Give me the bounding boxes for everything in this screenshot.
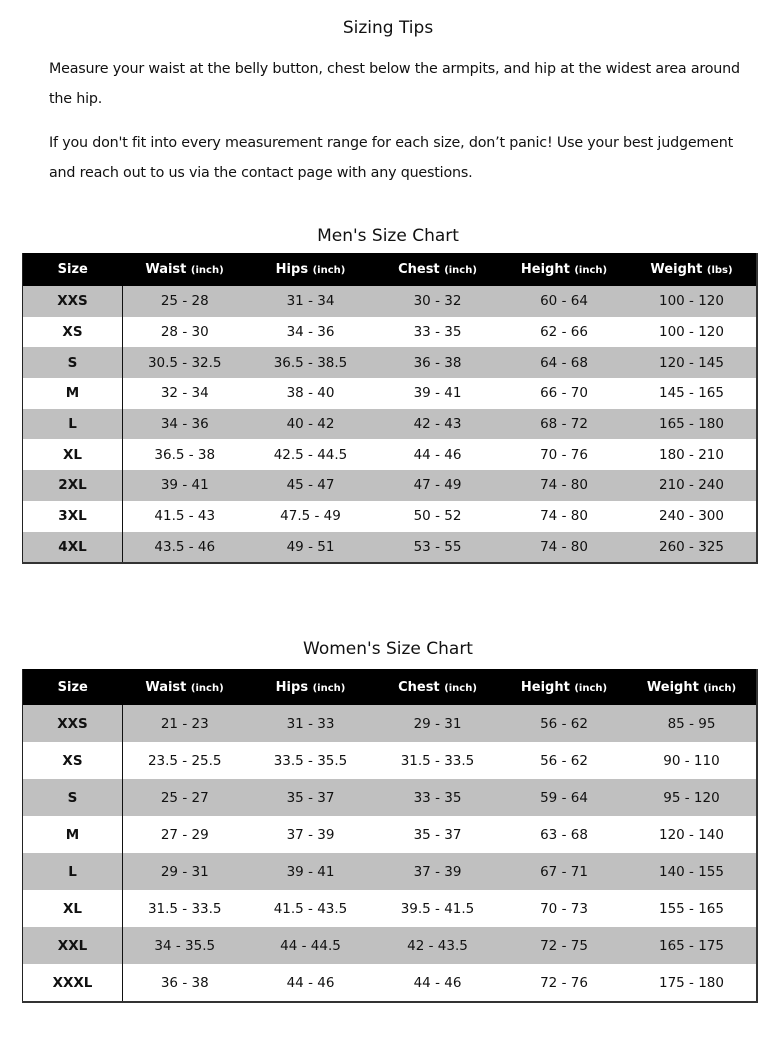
cell-hips: 34 - 36 <box>286 324 335 341</box>
cell-weight: 100 - 120 <box>659 324 724 341</box>
cell-chest: 33 - 35 <box>413 324 462 341</box>
cell-hips: 31 - 34 <box>247 286 375 317</box>
cell-waist: 39 - 41 <box>123 470 247 501</box>
header-label: Weight <box>650 262 703 277</box>
header-unit: (inch) <box>574 265 608 276</box>
cell-chest: 31.5 - 33.5 <box>400 752 475 769</box>
header-chest <box>375 253 501 286</box>
cell-hips: 40 - 42 <box>247 409 375 440</box>
cell-height: 59 - 64 <box>501 779 628 816</box>
cell-size: XS <box>23 742 123 779</box>
cell-height: 74 - 80 <box>501 470 628 501</box>
header-unit: (lbs) <box>706 265 733 276</box>
table-header-row <box>23 669 757 705</box>
header-unit: (inch) <box>703 682 737 694</box>
cell-height: 74 - 80 <box>540 508 588 525</box>
header-label: Size <box>57 679 88 695</box>
cell-chest: 29 - 31 <box>375 705 501 742</box>
table-row <box>23 927 757 964</box>
cell-hips: 35 - 37 <box>247 779 375 816</box>
womens-size-table <box>22 669 758 1003</box>
cell-chest: 33 - 35 <box>375 779 501 816</box>
cell-hips: 47.5 - 49 <box>280 508 341 525</box>
cell-chest: 44 - 46 <box>413 974 462 991</box>
cell-chest: 39 - 41 <box>413 385 462 402</box>
cell-size: L <box>23 409 123 440</box>
cell-hips: 36.5 - 38.5 <box>247 347 375 378</box>
cell-waist: 25 - 28 <box>123 286 247 317</box>
header-label: Waist <box>145 679 187 695</box>
table-row <box>23 347 757 378</box>
cell-weight: 95 - 120 <box>628 779 757 816</box>
table-row <box>23 501 757 532</box>
cell-size: XL <box>23 890 123 927</box>
cell-weight: 140 - 155 <box>628 853 757 890</box>
header-label: Chest <box>398 262 440 277</box>
cell-chest: 42 - 43.5 <box>375 927 501 964</box>
cell-chest: 44 - 46 <box>413 446 462 463</box>
cell-height: 70 - 73 <box>540 900 588 917</box>
header-label: Height <box>520 679 570 695</box>
cell-height: 72 - 76 <box>540 974 588 991</box>
header-unit: (inch) <box>444 682 477 694</box>
header-hips <box>247 669 375 705</box>
header-unit: (inch) <box>190 265 224 276</box>
header-label: Chest <box>398 679 440 695</box>
cell-height: 68 - 72 <box>501 409 628 440</box>
cell-size: S <box>23 347 123 378</box>
table-row <box>23 378 757 409</box>
cell-weight: 145 - 165 <box>659 385 724 402</box>
cell-height: 70 - 76 <box>540 446 588 463</box>
cell-waist: 36 - 38 <box>160 974 209 991</box>
cell-waist: 34 - 36 <box>123 409 247 440</box>
table-row <box>23 286 757 317</box>
cell-waist: 43.5 - 46 <box>123 532 247 564</box>
cell-height: 62 - 66 <box>540 324 588 341</box>
mens-chart-title: Men's Size Chart <box>317 226 459 246</box>
header-label: Size <box>57 262 88 277</box>
cell-hips: 37 - 39 <box>286 826 335 843</box>
cell-hips: 41.5 - 43.5 <box>273 900 348 917</box>
womens-chart-title: Women's Size Chart <box>303 639 473 659</box>
cell-size: XXXL <box>23 964 123 1002</box>
cell-height: 72 - 75 <box>501 927 628 964</box>
header-label: Waist <box>145 262 187 277</box>
table-row <box>23 470 757 501</box>
cell-chest: 53 - 55 <box>375 532 501 564</box>
cell-hips: 31 - 33 <box>247 705 375 742</box>
cell-waist: 32 - 34 <box>160 385 209 402</box>
cell-weight: 120 - 140 <box>659 826 724 843</box>
cell-weight: 90 - 110 <box>663 752 720 769</box>
cell-size: M <box>23 378 123 409</box>
cell-weight: 240 - 300 <box>659 508 724 525</box>
cell-waist: 31.5 - 33.5 <box>147 900 222 917</box>
cell-chest: 50 - 52 <box>413 508 462 525</box>
cell-hips: 38 - 40 <box>286 385 335 402</box>
cell-weight: 155 - 165 <box>659 900 724 917</box>
header-unit: (inch) <box>574 682 608 694</box>
cell-chest: 37 - 39 <box>375 853 501 890</box>
mens-size-table <box>22 253 758 564</box>
cell-waist: 41.5 - 43 <box>154 508 216 525</box>
cell-size: XXS <box>23 705 123 742</box>
cell-waist: 21 - 23 <box>123 705 247 742</box>
cell-weight: 100 - 120 <box>628 286 757 317</box>
table-row <box>23 742 757 779</box>
header-label: Hips <box>275 679 309 695</box>
header-unit: (inch) <box>190 682 224 694</box>
sizing-tip-measure: Measure your waist at the belly button, chest below the armpits, and hip at the widest area around the hip. <box>49 61 740 107</box>
cell-size: XXL <box>23 927 123 964</box>
cell-weight: 210 - 240 <box>628 470 757 501</box>
cell-hips: 44 - 46 <box>286 974 335 991</box>
cell-waist: 23.5 - 25.5 <box>147 752 222 769</box>
table-row <box>23 853 757 890</box>
cell-weight: 260 - 325 <box>628 532 757 564</box>
cell-height: 67 - 71 <box>501 853 628 890</box>
header-unit: (inch) <box>444 265 477 276</box>
header-label: Height <box>520 262 570 277</box>
cell-size: S <box>23 779 123 816</box>
header-height <box>501 253 628 286</box>
table-row <box>23 890 757 927</box>
table-row <box>23 532 757 564</box>
cell-height: 56 - 62 <box>540 752 588 769</box>
cell-hips: 42.5 - 44.5 <box>273 446 348 463</box>
header-weight <box>628 253 757 286</box>
table-row <box>23 409 757 440</box>
cell-chest: 47 - 49 <box>375 470 501 501</box>
cell-hips: 45 - 47 <box>247 470 375 501</box>
cell-waist: 36.5 - 38 <box>154 446 216 463</box>
cell-height: 60 - 64 <box>501 286 628 317</box>
cell-weight: 165 - 180 <box>628 409 757 440</box>
cell-hips: 49 - 51 <box>247 532 375 564</box>
table-row <box>23 816 757 853</box>
header-unit: (inch) <box>312 682 346 694</box>
cell-size: M <box>23 816 123 853</box>
cell-height: 74 - 80 <box>501 532 628 564</box>
cell-waist: 30.5 - 32.5 <box>123 347 247 378</box>
cell-chest: 39.5 - 41.5 <box>400 900 475 917</box>
header-label: Weight <box>646 679 699 695</box>
header-chest <box>375 669 501 705</box>
cell-weight: 175 - 180 <box>659 974 724 991</box>
cell-waist: 27 - 29 <box>160 826 209 843</box>
header-hips <box>247 253 375 286</box>
cell-size: 4XL <box>23 532 123 564</box>
cell-weight: 180 - 210 <box>659 446 724 463</box>
table-row <box>23 317 757 348</box>
cell-size: XL <box>23 439 123 470</box>
cell-hips: 39 - 41 <box>247 853 375 890</box>
header-unit: (inch) <box>312 265 346 276</box>
cell-size: XXS <box>23 286 123 317</box>
cell-waist: 25 - 27 <box>123 779 247 816</box>
cell-size: XS <box>23 317 123 348</box>
sizing-tips-title: Sizing Tips <box>342 18 434 38</box>
cell-size: L <box>23 853 123 890</box>
table-row <box>23 439 757 470</box>
table-row <box>23 779 757 816</box>
sizing-tip-fit: If you don't fit into every measurement range for each size, don’t panic! Use your best judgement and reach out to us via the contact page with any questions. <box>49 135 734 181</box>
cell-height: 64 - 68 <box>501 347 628 378</box>
header-waist <box>123 253 247 286</box>
header-weight <box>628 669 757 705</box>
table-header-row <box>23 253 757 286</box>
cell-hips: 44 - 44.5 <box>247 927 375 964</box>
cell-chest: 35 - 37 <box>413 826 462 843</box>
cell-hips: 33.5 - 35.5 <box>273 752 348 769</box>
header-size <box>23 669 123 705</box>
cell-weight: 85 - 95 <box>628 705 757 742</box>
cell-height: 56 - 62 <box>501 705 628 742</box>
cell-waist: 28 - 30 <box>160 324 209 341</box>
header-height <box>501 669 628 705</box>
table-row <box>23 705 757 742</box>
cell-size: 2XL <box>23 470 123 501</box>
cell-chest: 30 - 32 <box>375 286 501 317</box>
cell-chest: 42 - 43 <box>375 409 501 440</box>
cell-waist: 34 - 35.5 <box>123 927 247 964</box>
header-size <box>23 253 123 286</box>
cell-weight: 165 - 175 <box>628 927 757 964</box>
table-row <box>23 964 757 1002</box>
cell-height: 66 - 70 <box>540 385 588 402</box>
cell-weight: 120 - 145 <box>628 347 757 378</box>
header-label: Hips <box>275 262 309 277</box>
cell-height: 63 - 68 <box>540 826 588 843</box>
cell-waist: 29 - 31 <box>123 853 247 890</box>
header-waist <box>123 669 247 705</box>
cell-size: 3XL <box>23 501 123 532</box>
cell-chest: 36 - 38 <box>375 347 501 378</box>
